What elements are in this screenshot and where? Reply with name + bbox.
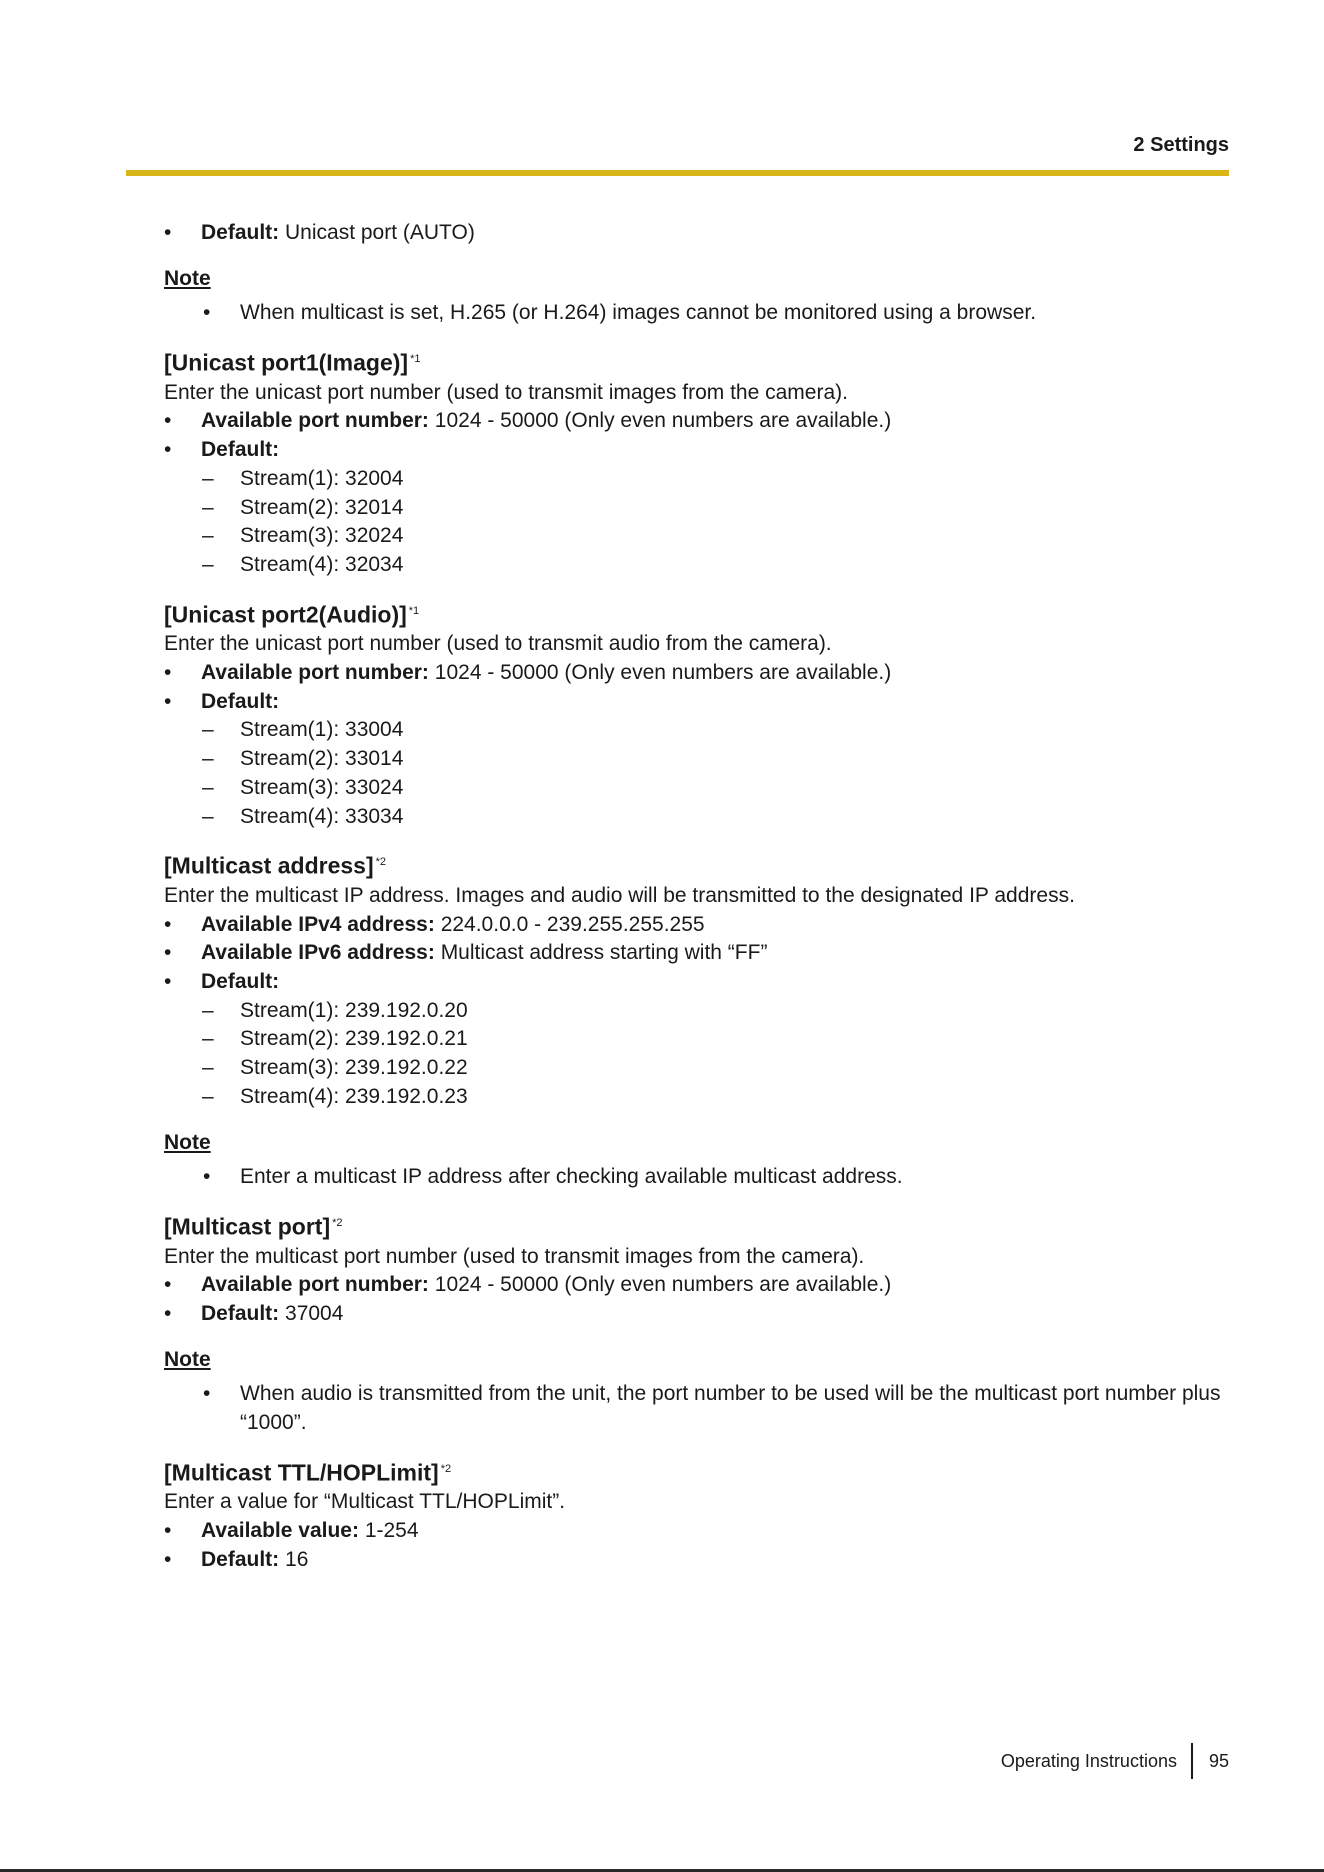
sub-list-item <box>164 465 1230 494</box>
bullet: • <box>164 409 172 433</box>
dash: – <box>202 1027 214 1051</box>
page-header-title: 2 Settings <box>1133 134 1229 156</box>
dash: – <box>202 524 214 548</box>
item-value: 224.0.0.0 - 239.255.255.255 <box>440 912 705 936</box>
note-item <box>164 1380 1230 1437</box>
bullet: • <box>203 301 211 325</box>
footnote-mark: *2 <box>375 856 387 869</box>
section-title-multicast-ttl <box>164 1453 1230 1489</box>
list-item <box>164 1517 1230 1546</box>
bullet: • <box>164 1547 172 1571</box>
bullet: • <box>164 912 172 936</box>
note-heading: Note <box>164 1347 211 1371</box>
sub-list-item <box>164 1083 1230 1112</box>
item-value: Multicast address starting with “FF” <box>440 941 768 965</box>
list-item <box>164 659 1230 688</box>
section-title-unicast-port2 <box>164 595 1230 631</box>
item-label: Default: <box>201 1302 280 1326</box>
dash: – <box>202 1056 214 1080</box>
dash: – <box>202 747 214 771</box>
item-value: 1024 - 50000 (Only even numbers are available.) <box>434 661 892 685</box>
note-item <box>164 299 1230 328</box>
section-title-multicast-address <box>164 846 1230 882</box>
dash: – <box>202 804 214 828</box>
item-value: 37004 <box>285 1302 344 1326</box>
dash: – <box>202 495 214 519</box>
item-label: Default: <box>201 438 280 462</box>
item-value: 16 <box>285 1547 309 1571</box>
stream-default: Stream(2): 239.192.0.21 <box>240 1027 468 1051</box>
list-item <box>164 911 1230 940</box>
bullet: • <box>164 970 172 994</box>
sub-list-item <box>164 551 1230 580</box>
bullet: • <box>203 1165 211 1189</box>
note-text: Enter a multicast IP address after checking available multicast address. <box>240 1165 903 1189</box>
stream-default: Stream(1): 33004 <box>240 718 404 742</box>
section-title-text: [Multicast address] <box>164 852 374 879</box>
stream-default: Stream(4): 32034 <box>240 552 404 576</box>
bullet: • <box>164 221 172 244</box>
footnote-mark: *1 <box>410 353 421 366</box>
list-item <box>164 939 1230 968</box>
list-item <box>164 436 1230 465</box>
item-label: Available port number: <box>201 1273 429 1297</box>
sub-list-item <box>164 1025 1230 1054</box>
bullet: • <box>164 438 172 462</box>
section-title-text: [Multicast port] <box>164 1213 331 1240</box>
page-footer <box>1001 1743 1229 1779</box>
item-label: Available value: <box>201 1519 359 1543</box>
stream-default: Stream(1): 32004 <box>240 466 404 490</box>
dash: – <box>202 718 214 742</box>
section-description: Enter the unicast port number (used to transmit images from the camera). <box>164 380 848 404</box>
section-title-multicast-port <box>164 1207 1230 1243</box>
item-label: Default: <box>201 970 280 994</box>
section-title-text: [Multicast TTL/HOPLimit] <box>164 1459 439 1486</box>
item-label: Default: <box>201 689 280 713</box>
note-item <box>164 1163 1230 1192</box>
note-heading: Note <box>164 266 211 290</box>
dash: – <box>202 998 214 1022</box>
sub-list-item <box>164 774 1230 803</box>
bullet: • <box>164 1302 172 1326</box>
bullet: • <box>164 1519 172 1543</box>
footnote-mark: *2 <box>332 1216 343 1229</box>
list-item <box>164 407 1230 436</box>
footnote-mark: *2 <box>440 1462 452 1475</box>
section-title-text: [Unicast port1(Image)] <box>164 349 409 376</box>
stream-default: Stream(3): 32024 <box>240 524 404 548</box>
note-text: When audio is transmitted from the unit, the port number to be used will be the multicast port number plus “1000”. <box>240 1382 1221 1435</box>
sub-list-item <box>164 745 1230 774</box>
page-number: 95 <box>1208 1750 1229 1771</box>
item-label: Default: <box>201 221 280 244</box>
bullet: • <box>164 1273 172 1297</box>
item-value: 1024 - 50000 (Only even numbers are available.) <box>434 1273 892 1297</box>
sub-list-item <box>164 522 1230 551</box>
bullet: • <box>203 1382 211 1406</box>
list-item <box>164 1546 1230 1575</box>
item-label: Available port number: <box>201 661 429 685</box>
bullet: • <box>164 689 172 713</box>
section-description: Enter the unicast port number (used to transmit audio from the camera). <box>164 632 832 656</box>
bullet: • <box>164 941 172 965</box>
sub-list-item <box>164 997 1230 1026</box>
footer-doc-name: Operating Instructions <box>1000 1750 1177 1771</box>
item-value: Unicast port (AUTO) <box>285 221 475 244</box>
stream-default: Stream(3): 33024 <box>240 775 404 799</box>
section-description: Enter the multicast IP address. Images and audio will be transmitted to the designated IP address. <box>164 883 1075 907</box>
dash: – <box>202 775 214 799</box>
section-description: Enter a value for “Multicast TTL/HOPLimit”. <box>164 1490 566 1514</box>
section-description: Enter the multicast port number (used to transmit images from the camera). <box>164 1244 865 1268</box>
dash: – <box>202 552 214 576</box>
list-item <box>164 1300 1230 1329</box>
dash: – <box>202 1084 214 1108</box>
sub-list-item <box>164 716 1230 745</box>
stream-default: Stream(4): 33034 <box>240 804 404 828</box>
footer-separator <box>1191 1743 1193 1779</box>
item-label: Available IPv6 address: <box>201 941 435 965</box>
bullet: • <box>164 661 172 685</box>
list-item <box>164 1271 1230 1300</box>
item-label: Available port number: <box>201 409 429 433</box>
item-value: 1-254 <box>364 1519 419 1543</box>
note-text: When multicast is set, H.265 (or H.264) images cannot be monitored using a browser. <box>240 301 1037 325</box>
sub-list-item <box>164 1054 1230 1083</box>
item-value: 1024 - 50000 (Only even numbers are available.) <box>434 409 892 433</box>
header-rule <box>126 170 1229 176</box>
list-item <box>164 219 1230 248</box>
stream-default: Stream(2): 32014 <box>240 495 404 519</box>
list-item <box>164 968 1230 997</box>
footnote-mark: *1 <box>408 604 420 617</box>
stream-default: Stream(3): 239.192.0.22 <box>240 1056 468 1080</box>
item-label: Default: <box>201 1547 280 1571</box>
stream-default: Stream(4): 239.192.0.23 <box>240 1084 468 1108</box>
stream-default: Stream(2): 33014 <box>240 747 404 771</box>
sub-list-item <box>164 494 1230 523</box>
sub-list-item <box>164 803 1230 832</box>
page-content <box>164 219 1230 1575</box>
stream-default: Stream(1): 239.192.0.20 <box>240 998 468 1022</box>
list-item <box>164 688 1230 717</box>
section-title-text: [Unicast port2(Audio)] <box>164 601 407 628</box>
item-label: Available IPv4 address: <box>201 912 435 936</box>
section-title-unicast-port1 <box>164 343 1230 379</box>
dash: – <box>202 466 214 490</box>
note-heading: Note <box>164 1130 211 1154</box>
